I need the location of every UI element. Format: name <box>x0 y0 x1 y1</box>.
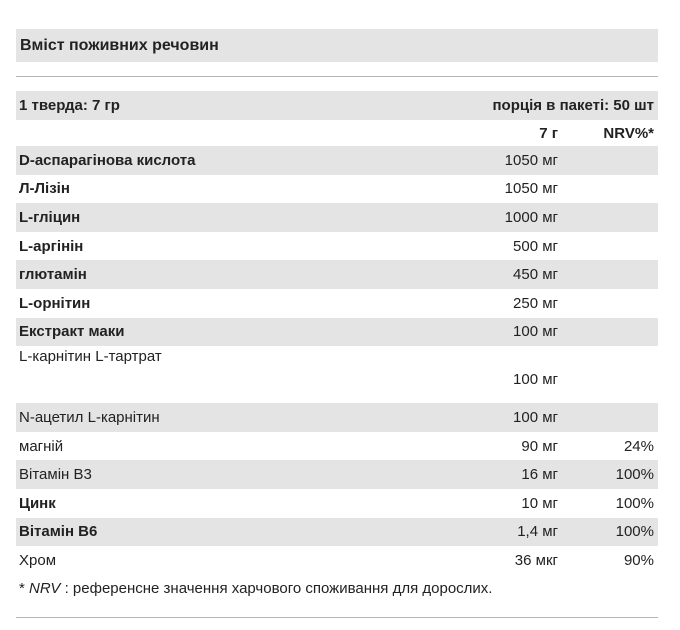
table-row <box>16 432 658 461</box>
nutrient-nrv: 100% <box>615 494 654 512</box>
serving-size: 1 тверда: 7 гр <box>19 97 120 114</box>
table-row <box>16 232 658 261</box>
nutrient-amount: 500 мг <box>513 237 558 255</box>
title-divider <box>16 76 658 77</box>
table-row <box>16 146 658 175</box>
nutrient-amount: 100 мг <box>513 323 558 341</box>
nutrient-name: Цинк <box>19 494 56 512</box>
table-row <box>16 289 658 318</box>
table-row <box>16 518 658 547</box>
nutrient-amount: 1000 мг <box>504 208 558 226</box>
nutrient-name: L-аргінін <box>19 237 84 255</box>
nutrient-name: L-карнітин L-тартрат <box>19 348 162 366</box>
column-header-nrv: NRV%* <box>603 124 654 142</box>
nutrient-amount: 90 мг <box>521 437 558 455</box>
nutrient-name: Вітамін B3 <box>19 466 92 484</box>
nutrient-name: глютамін <box>19 266 87 284</box>
nutrient-amount: 100 мг <box>513 371 558 389</box>
nutrient-amount: 1,4 мг <box>517 523 558 541</box>
nutrient-amount: 100 мг <box>513 408 558 426</box>
column-header-row <box>16 120 658 146</box>
table-row <box>16 346 658 403</box>
nutrient-name: Л-Лізін <box>19 180 70 198</box>
nutrient-name: Екстракт маки <box>19 323 125 341</box>
nutrient-amount: 250 мг <box>513 294 558 312</box>
table-row <box>16 203 658 232</box>
nutrient-nrv: 100% <box>615 523 654 541</box>
nutrient-name: магній <box>19 437 64 455</box>
table-row <box>16 318 658 347</box>
footnote-text: : референсне значення харчового споживання для дорослих. <box>60 580 493 598</box>
nutrient-name: Хром <box>19 551 57 569</box>
footnote-abbr: NRV <box>29 580 61 598</box>
nutrient-name: Вітамін B6 <box>19 523 98 541</box>
nutrient-nrv: 90% <box>623 551 654 569</box>
footnote <box>16 575 658 603</box>
nutrient-amount: 450 мг <box>513 266 558 284</box>
nutrient-amount: 10 мг <box>521 494 558 512</box>
bottom-divider <box>16 617 658 618</box>
table-row <box>16 175 658 204</box>
nutrient-amount: 1050 мг <box>504 151 558 169</box>
table-title: Вміст поживних речовин <box>16 29 658 62</box>
column-header-amount: 7 г <box>539 124 558 142</box>
nutrient-nrv: 100% <box>615 466 654 484</box>
table-row <box>16 403 658 432</box>
nutrient-amount: 1050 мг <box>504 180 558 198</box>
nutrient-amount: 36 мкг <box>514 551 558 569</box>
nutrient-name: D-аспарагінова кислота <box>19 151 196 169</box>
nutrition-table <box>16 29 658 618</box>
nutrient-name: L-гліцин <box>19 208 81 226</box>
table-row <box>16 546 658 575</box>
table-row <box>16 489 658 518</box>
footnote-star: * <box>19 580 30 598</box>
nutrient-amount: 16 мг <box>521 466 558 484</box>
table-row <box>16 260 658 289</box>
nutrient-name: L-орнітин <box>19 294 91 312</box>
nutrient-nrv: 24% <box>623 437 654 455</box>
nutrient-name: N-ацетил L-карнітин <box>19 408 160 426</box>
table-row <box>16 460 658 489</box>
servings-per-pack: порція в пакеті: 50 шт <box>492 97 654 114</box>
serving-info-row <box>16 91 658 120</box>
